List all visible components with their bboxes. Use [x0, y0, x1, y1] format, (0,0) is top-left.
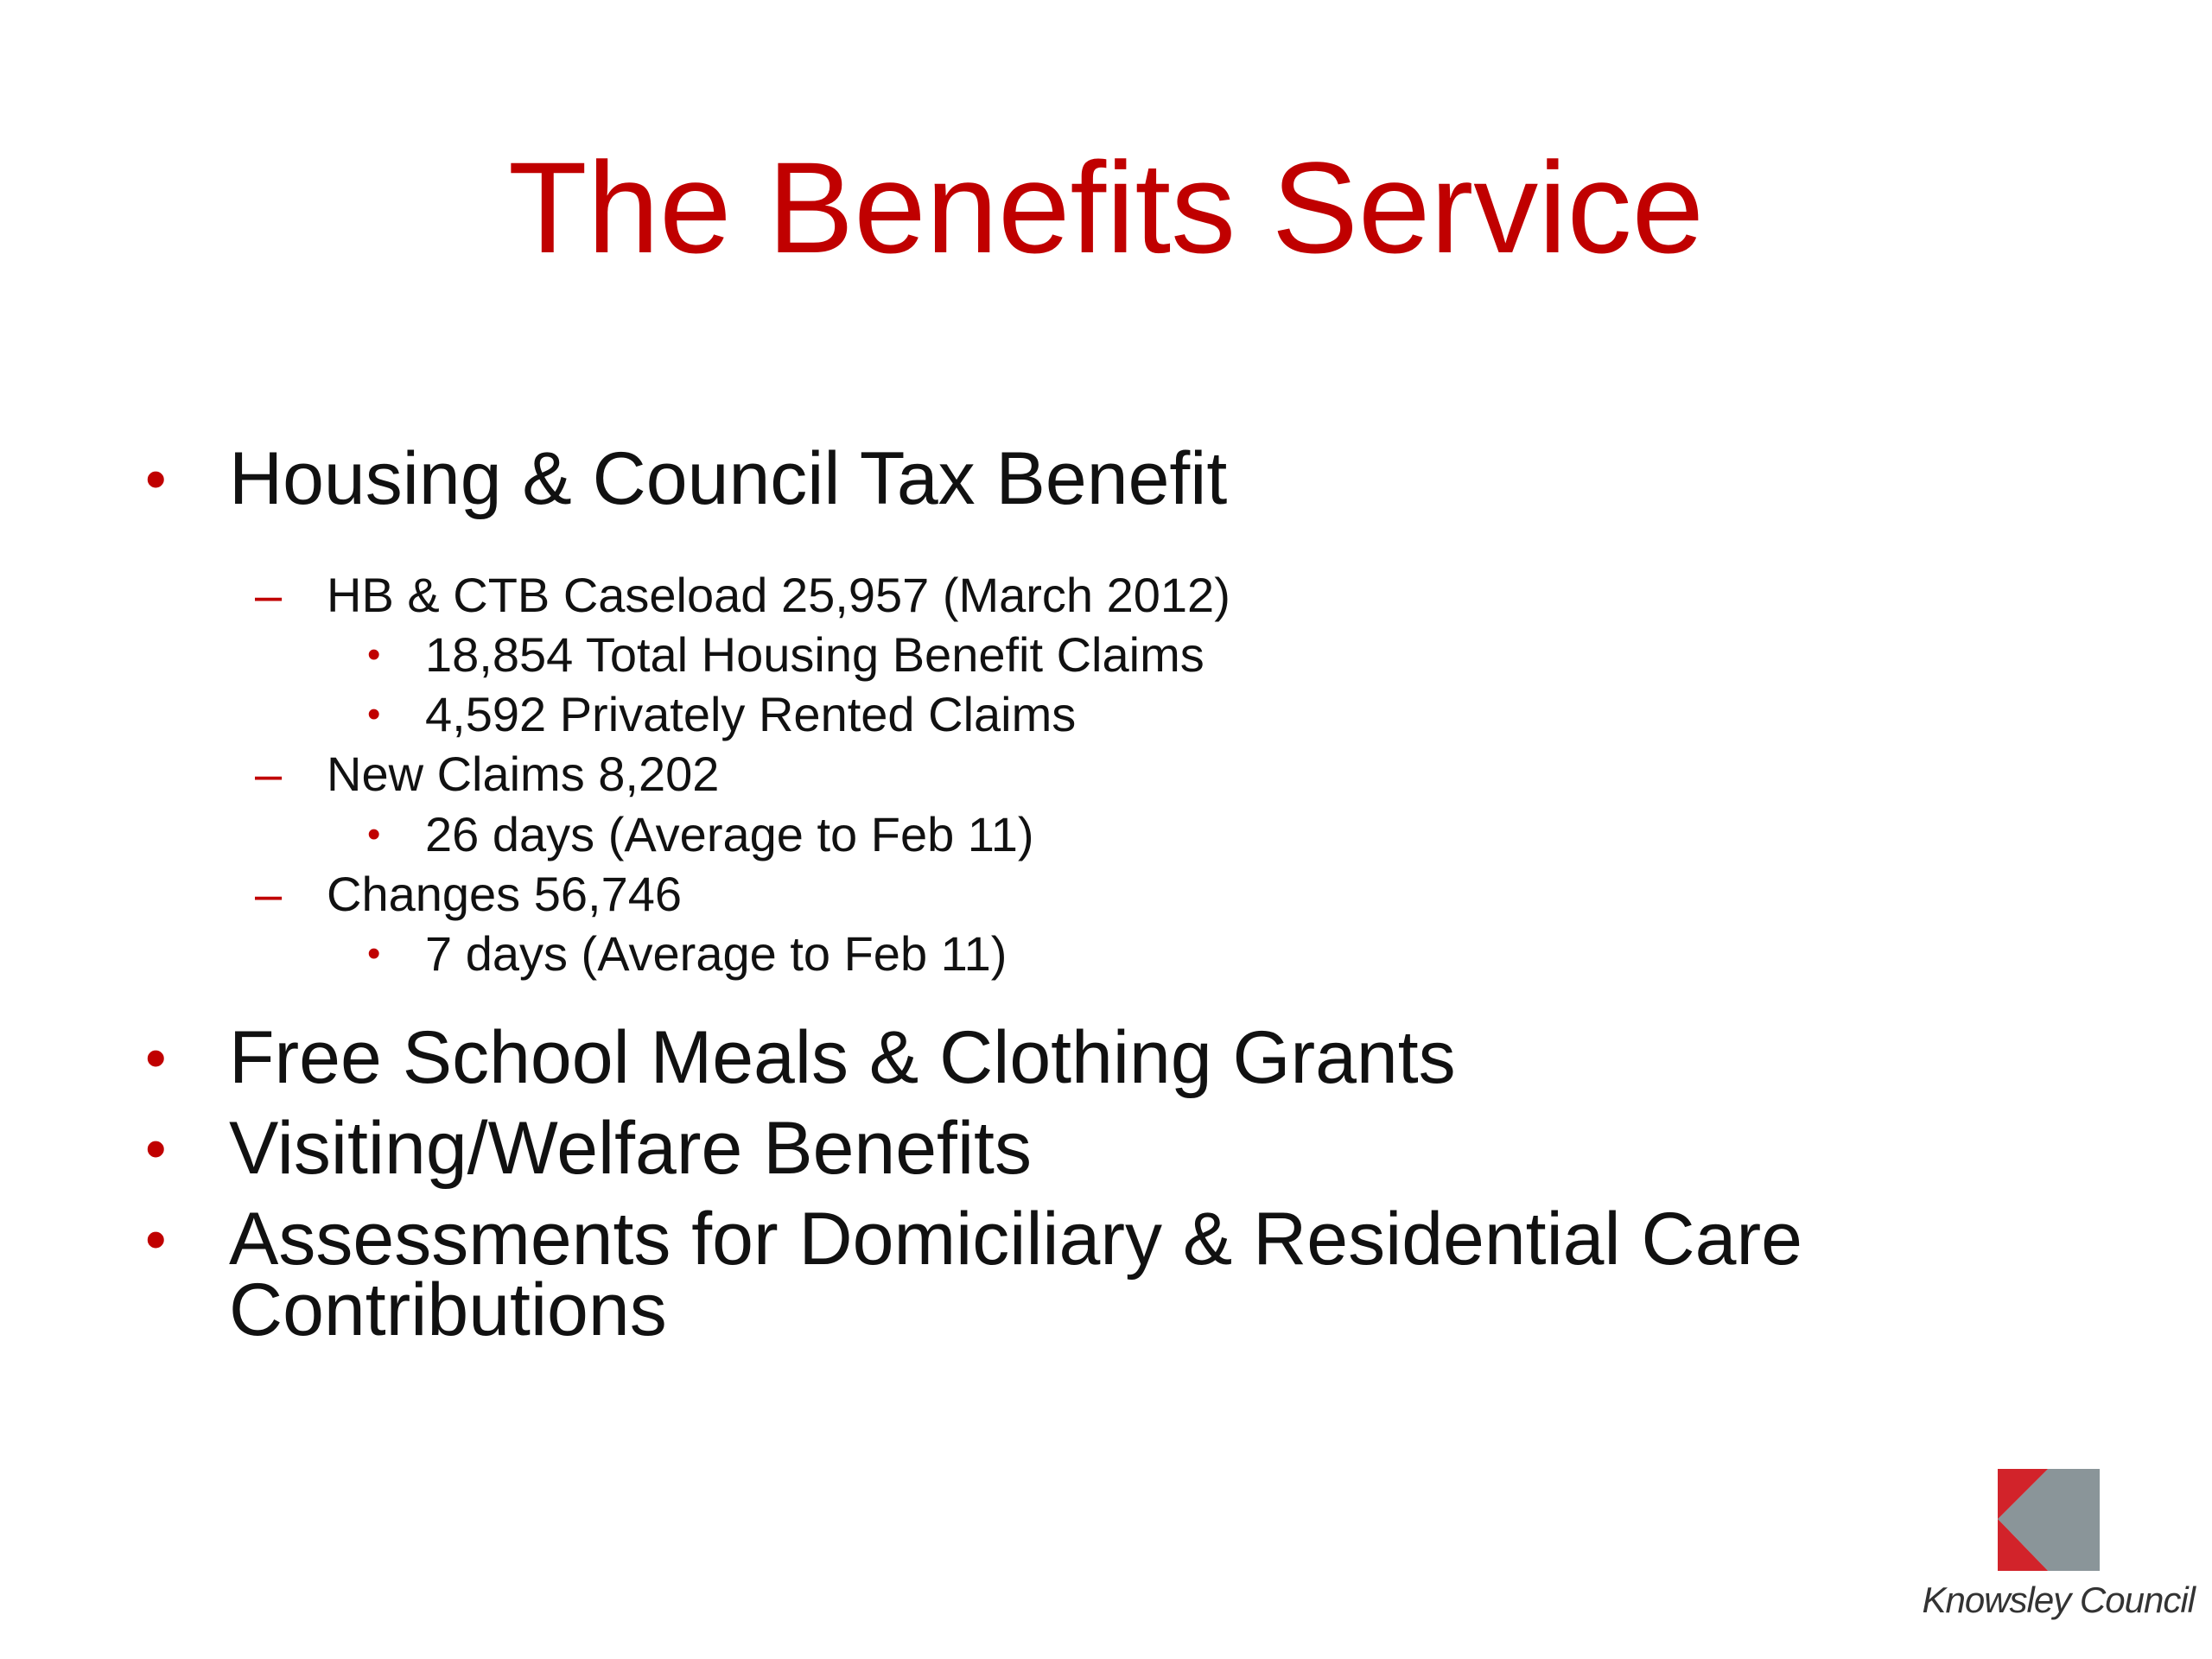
dash-icon: –	[255, 747, 283, 801]
bullet-icon: •	[145, 1024, 167, 1091]
dash-icon: –	[255, 867, 283, 921]
list-item-label: Assessments for Domiciliary & Residential Care	[229, 1198, 1802, 1281]
bullet-icon: •	[367, 932, 381, 975]
detail-item-label: 26 days (Average to Feb 11)	[425, 807, 1034, 861]
list-item-label-continued: Contributions	[229, 1268, 667, 1351]
list-item-label: Visiting/Welfare Benefits	[229, 1107, 1032, 1190]
sub-item-label: New Claims 8,202	[327, 747, 720, 801]
slide-title: The Benefits Service	[508, 135, 1704, 280]
bullet-icon: •	[367, 693, 381, 735]
detail-item-label: 18,854 Total Housing Benefit Claims	[425, 627, 1205, 682]
knowsley-k-logo-icon	[1998, 1469, 2100, 1571]
knowsley-council-logo	[1901, 1469, 2195, 1633]
bullet-icon: •	[145, 445, 167, 512]
bullet-icon: •	[367, 633, 381, 676]
list-item-label: Free School Meals & Clothing Grants	[229, 1016, 1456, 1099]
sub-item-label: HB & CTB Caseload 25,957 (March 2012)	[327, 568, 1230, 622]
logo-text: Knowsley Council	[1922, 1580, 2195, 1620]
sub-item-label: Changes 56,746	[327, 867, 683, 921]
detail-item-label: 4,592 Privately Rented Claims	[425, 687, 1077, 741]
detail-item-label: 7 days (Average to Feb 11)	[425, 926, 1007, 981]
list-item-label: Housing & Council Tax Benefit	[229, 437, 1228, 520]
bullet-icon: •	[367, 813, 381, 855]
dash-icon: –	[255, 568, 283, 622]
bullet-icon: •	[145, 1205, 167, 1273]
bullet-icon: •	[145, 1115, 167, 1182]
